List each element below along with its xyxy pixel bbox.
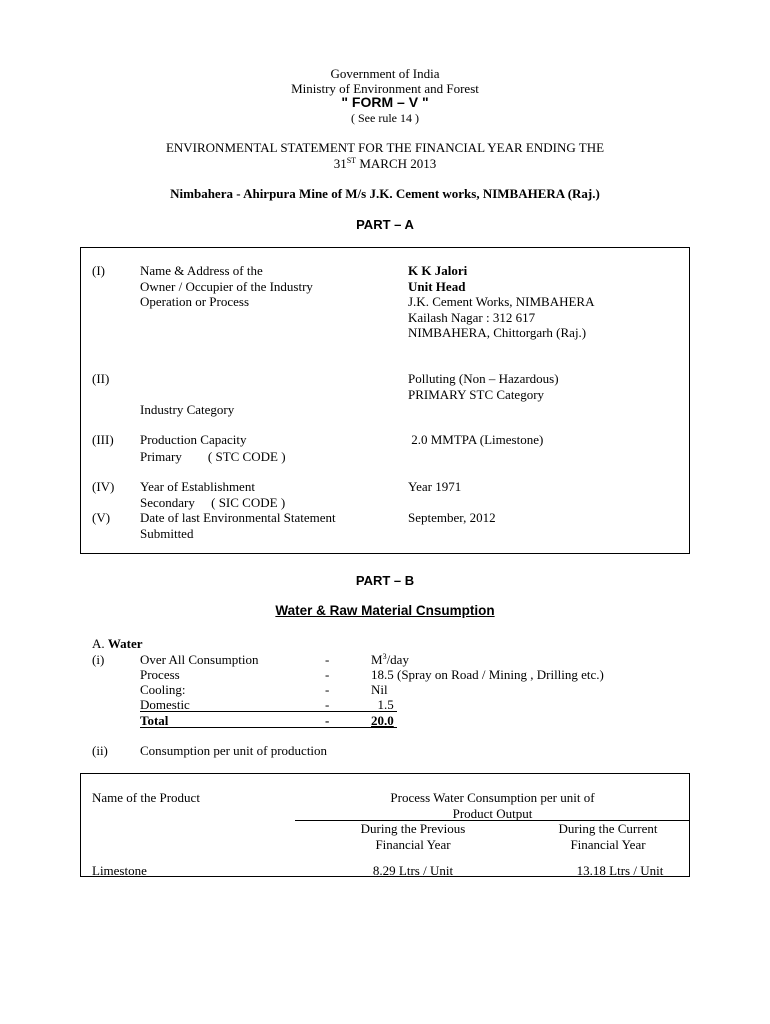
row-label-line: Primary ( STC CODE ) xyxy=(140,448,286,464)
header-line: During the Previous xyxy=(360,821,466,836)
total-rule xyxy=(140,727,397,728)
water-row-dash: - xyxy=(325,652,330,667)
header-line: Financial Year xyxy=(570,836,646,852)
address-line: J.K. Cement Works, NIMBAHERA xyxy=(408,294,595,309)
section-title: Water xyxy=(107,636,143,651)
row-label-line: Operation or Process xyxy=(140,294,250,309)
water-row-label: Domestic xyxy=(140,697,190,712)
row-number: (I) xyxy=(92,263,105,278)
water-row-label: Process xyxy=(140,667,180,682)
row-label-line: Submitted xyxy=(140,525,194,541)
statement-date xyxy=(0,156,770,172)
row-value: September, 2012 xyxy=(408,510,496,525)
unit-sup: 3 xyxy=(382,652,387,661)
unit-base: M xyxy=(371,652,383,667)
previous-year-header xyxy=(333,821,493,852)
row-label: Year of Establishment xyxy=(140,479,255,494)
water-row-value: 1.5 xyxy=(371,697,394,712)
water-row-value: Nil xyxy=(371,682,388,697)
water-total-value: 20.0 xyxy=(371,713,394,728)
row-label xyxy=(140,263,313,310)
part-b-heading: PART – B xyxy=(355,573,415,588)
row-value: Year 1971 xyxy=(408,479,462,494)
group-header-line: Product Output xyxy=(452,805,533,821)
row-value-line: PRIMARY STC Category xyxy=(408,386,545,402)
item-number: (ii) xyxy=(92,743,108,758)
statement-day-suffix: ST xyxy=(346,156,357,165)
water-unit xyxy=(371,652,409,668)
occupier-name: K K Jalori xyxy=(408,263,468,278)
occupier-designation: Unit Head xyxy=(408,278,466,294)
group-header-line: Process Water Consumption per unit of xyxy=(390,790,595,805)
water-row-dash: - xyxy=(325,667,330,682)
part-a-heading: PART – A xyxy=(356,217,414,232)
row-label-line: Owner / Occupier of the Industry xyxy=(140,278,313,294)
address-line: NIMBAHERA, Chittorgarh (Raj.) xyxy=(408,325,587,340)
unit-rest: /day xyxy=(386,652,409,667)
row-number: (V) xyxy=(92,510,111,525)
row-label: Production Capacity xyxy=(140,432,247,447)
item-number: (i) xyxy=(92,652,105,667)
address-line: Kailash Nagar : 312 617 xyxy=(408,309,536,325)
statement-month-year: MARCH 2013 xyxy=(356,156,437,171)
water-row-value: 18.5 (Spray on Road / Mining , Drilling etc.) xyxy=(371,667,604,682)
water-row-label: Over All Consumption xyxy=(140,652,259,667)
row-value-line: Polluting (Non – Hazardous) xyxy=(408,371,559,386)
previous-year-value: 8.29 Ltrs / Unit xyxy=(372,863,454,878)
row-label-line: Name & Address of the xyxy=(140,263,263,278)
water-row-dash: - xyxy=(325,682,330,697)
row-label-line: Date of last Environmental Statement xyxy=(140,510,336,525)
header-government: Government of India xyxy=(330,66,440,81)
row-label-line: Secondary ( SIC CODE ) xyxy=(140,495,286,510)
header-ministry: Ministry of Environment and Forest xyxy=(291,81,479,96)
subtotal-rule xyxy=(140,711,397,712)
row-number: (III) xyxy=(92,432,114,447)
current-year-header xyxy=(528,821,688,852)
row-number: (IV) xyxy=(92,479,115,494)
header-line: Financial Year xyxy=(375,836,451,852)
water-total-label: Total xyxy=(140,713,169,728)
row-label-line: Industry Category xyxy=(140,402,235,417)
rule-reference: ( See rule 14 ) xyxy=(351,111,419,125)
header-line: During the Current xyxy=(558,821,658,836)
water-row-dash: - xyxy=(325,697,330,712)
row-label xyxy=(140,510,336,541)
product-name: Limestone xyxy=(92,863,147,878)
statement-day: 31 xyxy=(333,156,347,171)
mine-name: Nimbahera - Ahirpura Mine of M/s J.K. Cement works, NIMBAHERA (Raj.) xyxy=(170,186,600,201)
row-value xyxy=(408,371,559,402)
statement-title: ENVIRONMENTAL STATEMENT FOR THE FINANCIAL YEAR ENDING THE xyxy=(165,140,605,155)
row-value: 2.0 MMTPA (Limestone) xyxy=(408,432,544,447)
row-label xyxy=(140,371,286,526)
row-value xyxy=(408,263,595,341)
water-row-dash: - xyxy=(325,713,330,728)
group-header xyxy=(295,790,690,821)
row-number: (II) xyxy=(92,371,110,386)
part-b-subheading: Water & Raw Material Cnsumption xyxy=(275,603,495,618)
form-title: " FORM – V " xyxy=(341,94,429,110)
water-row-label: Cooling: xyxy=(140,682,186,697)
current-year-value: 13.18 Ltrs / Unit xyxy=(576,863,664,878)
item-label: Consumption per unit of production xyxy=(140,743,328,758)
section-prefix: A. xyxy=(92,636,108,651)
table-bottom-rule xyxy=(80,876,689,877)
product-header: Name of the Product xyxy=(92,790,200,805)
section-water-title xyxy=(92,636,143,652)
